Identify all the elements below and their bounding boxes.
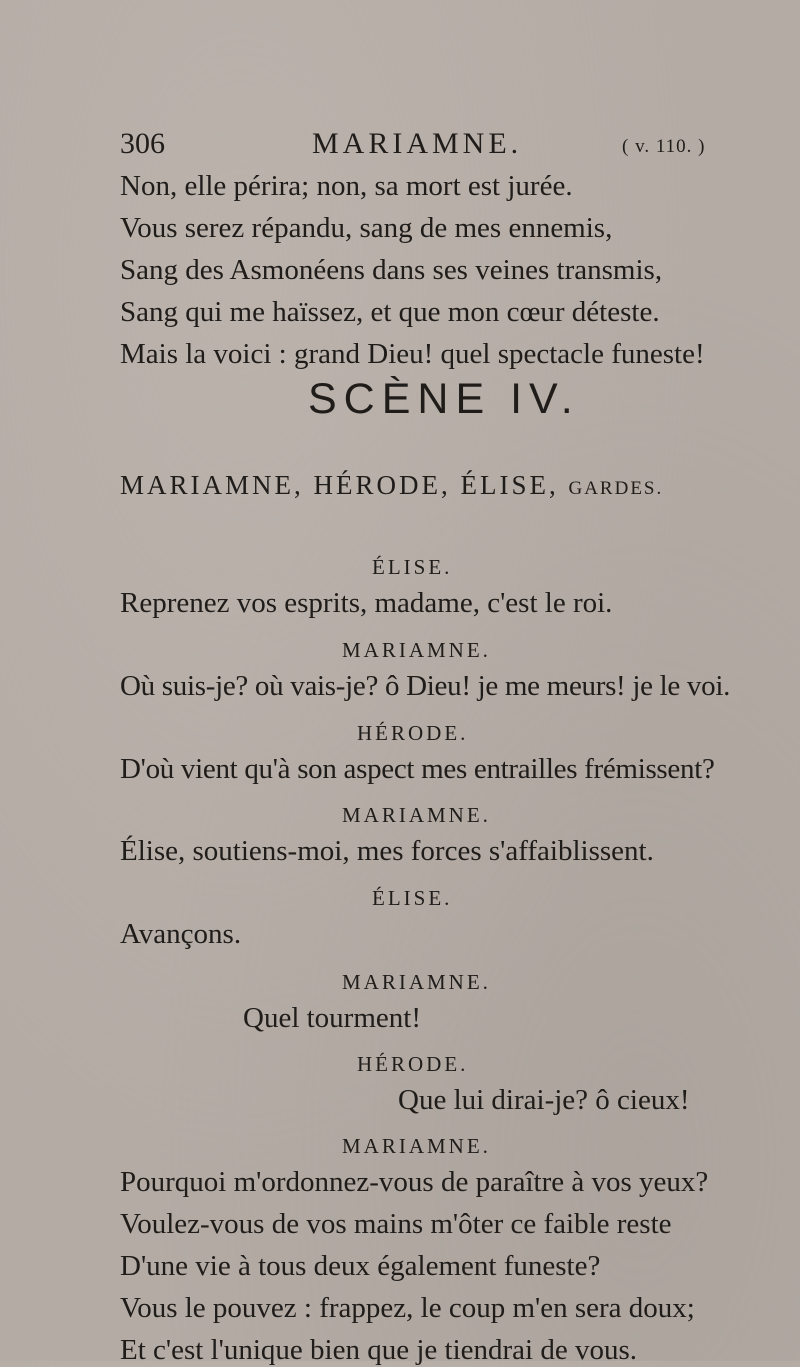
scene-cast <box>120 470 663 501</box>
verse-line: Et c'est l'unique bien que je tiendrai de vous. <box>120 1334 638 1366</box>
dialogue-line: Quel tourment! <box>243 1002 421 1034</box>
page-number: 306 <box>120 127 165 160</box>
verse-line: D'une vie à tous deux également funeste? <box>120 1250 601 1282</box>
verse-line: Vous serez répandu, sang de mes ennemis, <box>120 212 613 244</box>
speaker-name: ÉLISE. <box>372 555 453 579</box>
dialogue-line: Où suis-je? où vais-je? ô Dieu! je me meurs! je le voi. <box>120 670 731 702</box>
verse-line: Vous le pouvez : frappez, le coup m'en sera doux; <box>120 1292 695 1324</box>
speaker-name: HÉRODE. <box>357 721 469 745</box>
speaker-name: MARIAMNE. <box>342 970 491 994</box>
dialogue-line: Reprenez vos esprits, madame, c'est le roi. <box>120 587 613 619</box>
verse-line: Sang des Asmonéens dans ses veines transmis, <box>120 254 663 286</box>
speaker-name: MARIAMNE. <box>342 638 491 662</box>
scene-heading: SCÈNE IV. <box>308 375 580 423</box>
verse-line: Voulez-vous de vos mains m'ôter ce faible reste <box>120 1208 672 1240</box>
dialogue-line: Avançons. <box>120 918 242 950</box>
dialogue-line: Pourquoi m'ordonnez-vous de paraître à vos yeux? <box>120 1166 709 1198</box>
verse-line: Mais la voici : grand Dieu! quel spectacle funeste! <box>120 338 705 370</box>
dialogue-line: D'où vient qu'à son aspect mes entrailles frémissent? <box>120 753 715 785</box>
speaker-name: ÉLISE. <box>372 886 453 910</box>
speaker-name: HÉRODE. <box>357 1052 469 1076</box>
verse-line: Non, elle périra; non, sa mort est jurée. <box>120 170 573 202</box>
dialogue-line: Que lui dirai-je? ô cieux! <box>398 1084 690 1116</box>
speaker-name: MARIAMNE. <box>342 803 491 827</box>
cast-guards: GARDES. <box>568 478 664 499</box>
speaker-name: MARIAMNE. <box>342 1134 491 1158</box>
cast-main: MARIAMNE, HÉRODE, ÉLISE, <box>120 470 559 500</box>
verse-reference: ( v. 110. ) <box>622 136 706 157</box>
running-title: MARIAMNE. <box>312 127 523 160</box>
dialogue-line: Élise, soutiens-moi, mes forces s'affaiblissent. <box>120 835 654 867</box>
verse-line: Sang qui me haïssez, et que mon cœur déteste. <box>120 296 660 328</box>
